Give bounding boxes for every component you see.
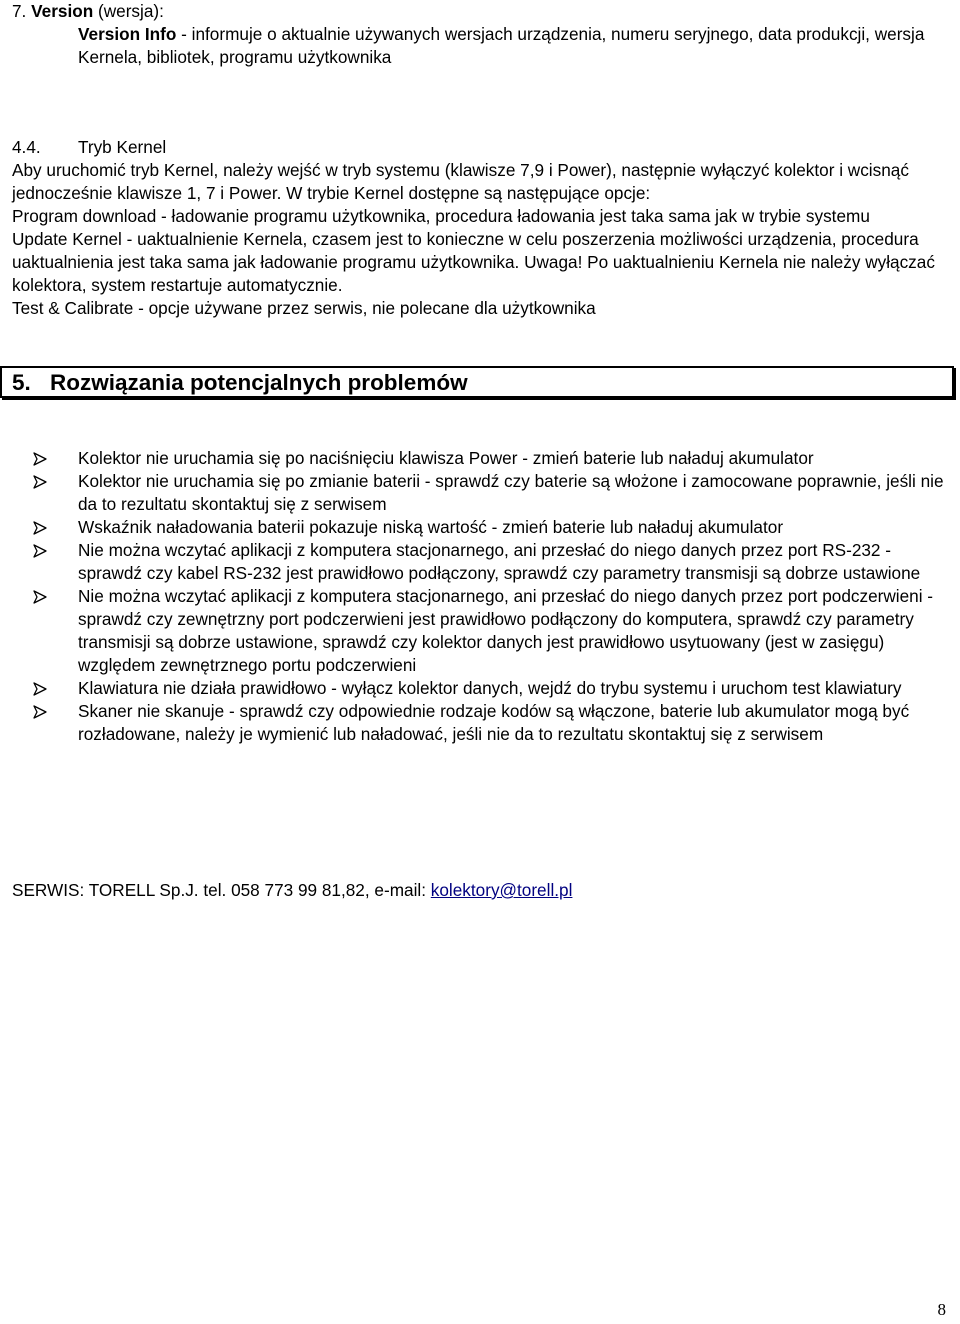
- kernel-paragraph: Test & Calibrate - opcje używane przez serwis, nie polecane dla użytkownika: [12, 298, 596, 318]
- kernel-paragraph: Program download - ładowanie programu użytkownika, procedura ładowania jest taka sama jak w trybie systemu: [12, 206, 870, 226]
- version-heading: 7. Version (wersja):: [12, 1, 164, 21]
- list-item: Skaner nie skanuje - sprawdź czy odpowiednie rodzaje kodów są włączone, baterie lub akumulator mogą być rozładowane, należy je wymienić lub naładować, jeśli nie da to rezultatu skontaktuj się z serwisem: [12, 700, 952, 746]
- service-footer: [12, 879, 952, 902]
- list-item: Kolektor nie uruchamia się po zmianie baterii - sprawdź czy baterie są włożone i zamocowane poprawnie, jeśli nie da to rezultatu skontaktuj się z serwisem: [12, 470, 952, 516]
- kernel-section: [12, 136, 952, 320]
- problems-list: [12, 447, 952, 746]
- list-item: Nie można wczytać aplikacji z komputera stacjonarnego, ani przesłać do niego danych przez port RS-232 - sprawdź czy kabel RS-232 jest prawidłowo podłączony, sprawdź czy parametry transmisji są dobrze ustawione: [12, 539, 952, 585]
- kernel-paragraph: Aby uruchomić tryb Kernel, należy wejść w tryb systemu (klawisze 7,9 i Power), następnie wyłączyć kolektor i wcisnąć jednocześnie klawisze 1, 7 i Power. W trybie Kernel dostępne są następujące opcje:: [12, 160, 909, 203]
- version-section: [12, 0, 942, 69]
- arrow-bullet-icon: [33, 521, 47, 535]
- email-link[interactable]: kolektory@torell.pl: [430, 880, 573, 900]
- list-item: Nie można wczytać aplikacji z komputera stacjonarnego, ani przesłać do niego danych przez port podczerwieni - sprawdź czy zewnętrzny port podczerwieni jest prawidłowo podłączony do komputera, sprawdź czy parametry transmisji są dobrze ustawione, sprawdź czy kolektor danych jest prawidłowo usytuowany (jest w zasięgu) względem zewnętrznego portu podczerwieni: [12, 585, 952, 677]
- footer-text: SERWIS: TORELL Sp.J. tel. 058 773 99 81,82, e-mail:: [12, 880, 431, 900]
- version-info-label: Version Info: [78, 24, 177, 44]
- arrow-bullet-icon: [33, 452, 47, 466]
- kernel-heading: 4.4. Tryb Kernel: [12, 137, 167, 157]
- section-heading-box: [0, 366, 954, 398]
- arrow-bullet-icon: [33, 544, 47, 558]
- arrow-bullet-icon: [33, 475, 47, 489]
- arrow-bullet-icon: [33, 590, 47, 604]
- arrow-bullet-icon: [33, 705, 47, 719]
- list-item: Wskaźnik naładowania baterii pokazuje niską wartość - zmień baterie lub naładuj akumulator: [12, 516, 952, 539]
- version-info-paragraph: Version Info - informuje o aktualnie używanych wersjach urządzenia, numeru seryjnego, data produkcji, wersja Kernela, bibliotek, programu użytkownika: [78, 24, 925, 67]
- list-item: Kolektor nie uruchamia się po naciśnięciu klawisza Power - zmień baterie lub naładuj akumulator: [12, 447, 952, 470]
- arrow-bullet-icon: [33, 682, 47, 696]
- page-number: 8: [937, 1300, 946, 1319]
- list-item: Klawiatura nie działa prawidłowo - wyłącz kolektor danych, wejdź do trybu systemu i uruchom test klawiatury: [12, 677, 952, 700]
- kernel-paragraph: Update Kernel - uaktualnienie Kernela, czasem jest to konieczne w celu poszerzenia możliwości urządzenia, procedura uaktualnienia jest taka sama jak ładowanie programu użytkownika. Uwaga! Po uaktualnieniu Kernela nie należy wyłączać kolektora, system restartuje automatycznie.: [12, 229, 935, 295]
- section-heading: 5. Rozwiązania potencjalnych problemów: [12, 370, 468, 395]
